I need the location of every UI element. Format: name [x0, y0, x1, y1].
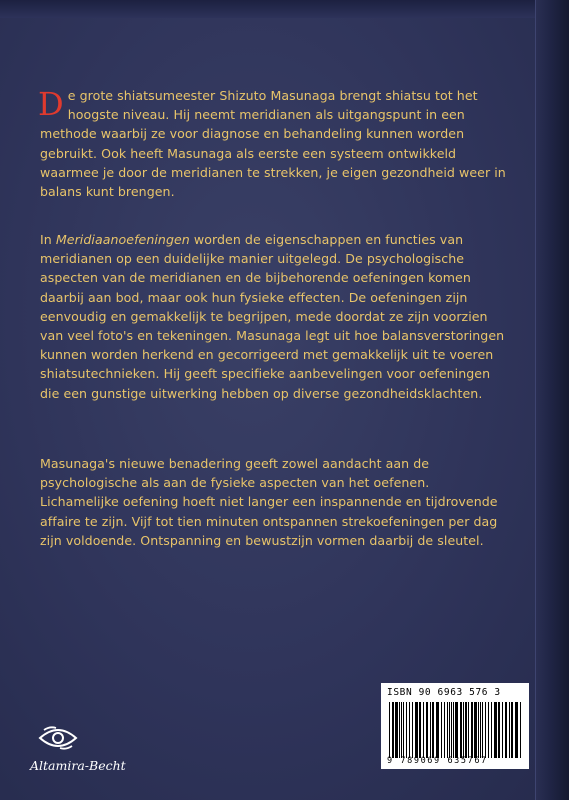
cover-top-edge	[0, 0, 569, 18]
book-title-italic: Meridiaanoefeningen	[55, 232, 190, 247]
book-spine-edge	[535, 0, 569, 800]
publisher-name: Altamira-Becht	[30, 758, 126, 773]
barcode-label	[381, 683, 529, 769]
isbn-number: ISBN 90 6963 576 3	[387, 687, 501, 698]
blurb-paragraph-1	[40, 86, 512, 201]
drop-cap: D	[38, 85, 64, 123]
barcode-bars	[387, 702, 523, 758]
paragraph-1-text: e grote shiatsumeester Shizuto Masunaga brengt shiatsu tot het hoogste niveau. Hij neemt meridianen als uitgangspunt in een methode waarbij ze voor diagnose en behandeling kunnen worden gebruikt. Ook heeft Masunaga als eerste een systeem ontwikkeld waarmee je door de meridianen te strekken, je eigen gezondheid weer in balans kunt brengen.	[40, 88, 506, 200]
paragraph-2-text: worden de eigenschappen en functies van meridianen op een duidelijke manier uitgelegd. De psychologische aspecten van de meridianen en de bijbehorende oefeningen komen daarbij aan bod, maar ook hun fysieke effecten. De oefeningen zijn eenvoudig en gemakkelijk te begrijpen, mede doordat ze zijn voorzien van veel foto's en tekeningen. Masunaga legt uit hoe balansverstoringen kunnen worden herkend en gecorrigeerd met gemakkelijk uit te voeren shiatsutechnieken. Hij geeft specifieke aanbevelingen voor oefeningen die een gunstige uitwerking hebben op diverse gezondheidsklachten.	[40, 232, 505, 401]
eye-swirl-logo-icon	[38, 724, 78, 752]
paragraph-2-lead: In	[40, 232, 56, 247]
blurb-paragraph-3	[40, 454, 512, 550]
ean-number: 9 789069 635767	[387, 756, 488, 766]
paragraph-3-text: Masunaga's nieuwe benadering geeft zowel aandacht aan de psychologische als aan de fysieke aspecten van het oefenen. Lichamelijke oefening hoeft niet langer een inspannende en tijdrovende affaire te zijn. Vijf tot tien minuten ontspannen strekoefeningen per dag zijn voldoende. Ontspanning en bewustzijn vormen daarbij de sleutel.	[40, 456, 498, 548]
blurb-paragraph-2	[40, 230, 512, 403]
